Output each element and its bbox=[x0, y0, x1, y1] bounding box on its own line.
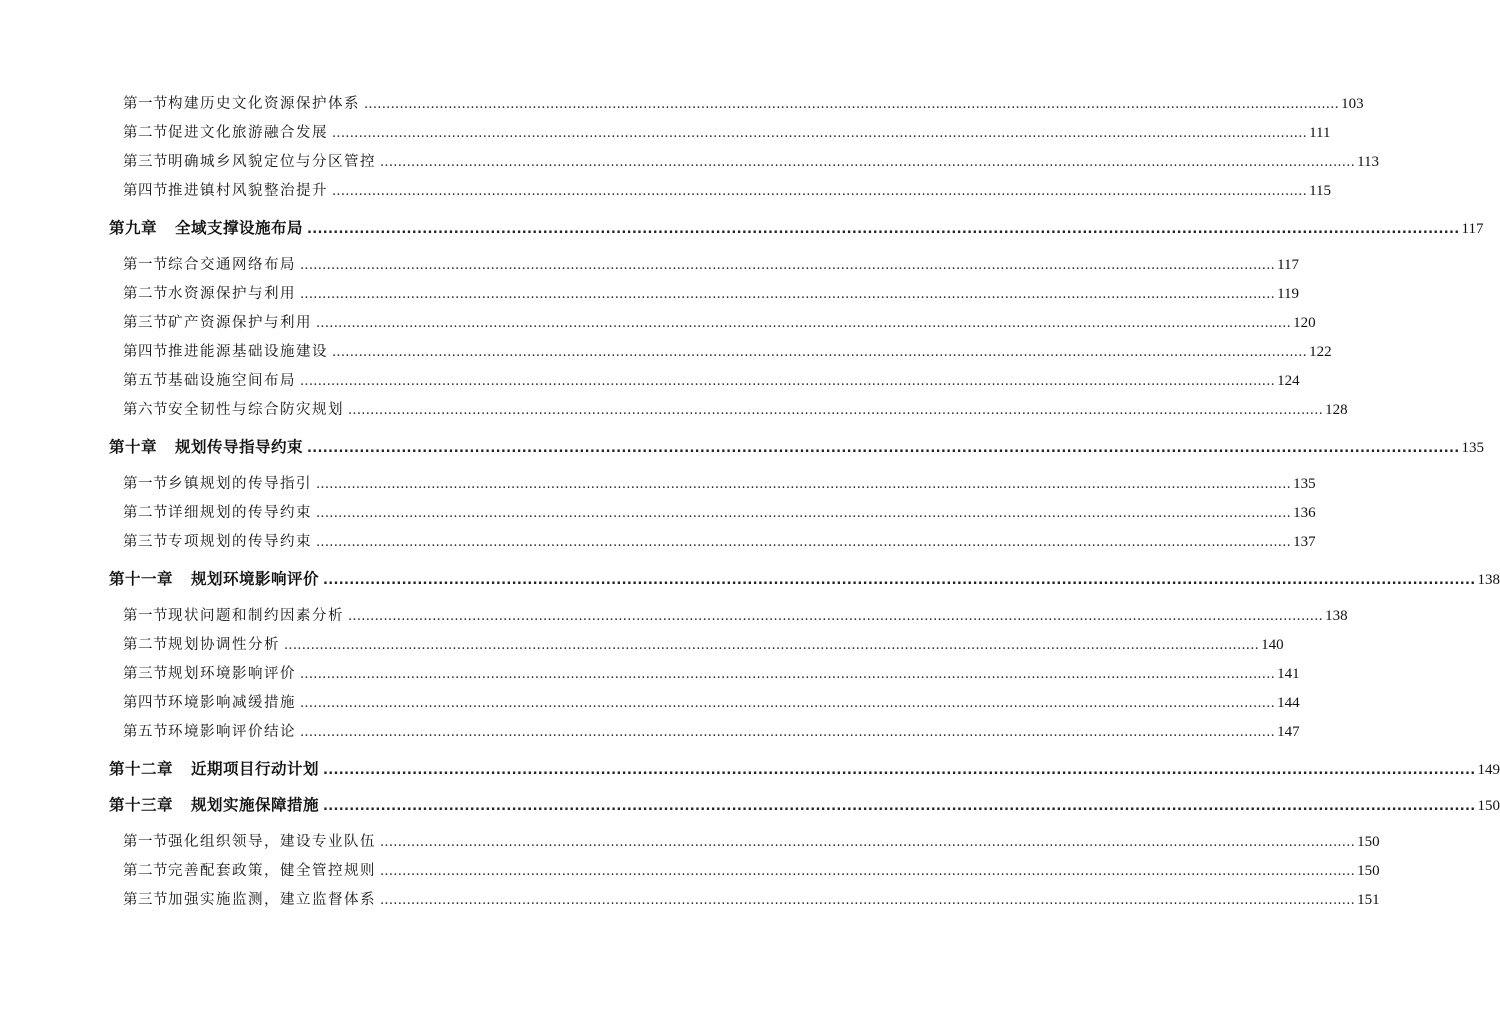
section-number: 第二节 bbox=[123, 125, 168, 141]
dot-leader: ............................................................................................................................................................................................................................ bbox=[316, 477, 1292, 492]
section-title: 规划协调性分析 bbox=[168, 637, 280, 653]
section-number: 第三节 bbox=[123, 534, 168, 550]
dot-leader: ............................................................................................................................................................................................................................ bbox=[323, 573, 1476, 588]
page-number: 120 bbox=[1293, 315, 1316, 331]
section-number: 第一节 bbox=[123, 834, 168, 850]
page-number: 117 bbox=[1461, 221, 1484, 237]
toc-chapter-entry[interactable] bbox=[109, 216, 1484, 238]
chapter-title: 规划实施保障措施 bbox=[191, 796, 320, 814]
section-title: 综合交通网络布局 bbox=[168, 257, 296, 273]
dot-leader: ............................................................................................................................................................................................................................ bbox=[380, 835, 1356, 850]
dot-leader: ............................................................................................................................................................................................................................ bbox=[284, 638, 1260, 653]
page-number: 103 bbox=[1341, 96, 1364, 112]
chapter-number: 第十三章 bbox=[109, 796, 174, 814]
section-number: 第二节 bbox=[123, 637, 168, 653]
page-number: 149 bbox=[1477, 762, 1500, 778]
dot-leader: ............................................................................................................................................................................................................................ bbox=[323, 763, 1476, 778]
section-title: 水资源保护与利用 bbox=[168, 286, 296, 302]
toc-section-entry[interactable] bbox=[123, 501, 1316, 522]
page-number: 117 bbox=[1277, 257, 1300, 273]
toc-chapter-entry[interactable] bbox=[109, 567, 1500, 589]
section-title: 加强实施监测，建立监督体系 bbox=[168, 892, 376, 908]
section-number: 第一节 bbox=[123, 608, 168, 624]
dot-leader: ............................................................................................................................................................................................................................ bbox=[300, 258, 1276, 273]
toc-chapter-entry[interactable] bbox=[109, 435, 1484, 457]
page-number: 141 bbox=[1277, 666, 1300, 682]
page-number: 136 bbox=[1293, 505, 1316, 521]
page-number: 137 bbox=[1293, 534, 1316, 550]
dot-leader: ............................................................................................................................................................................................................................ bbox=[300, 696, 1276, 711]
toc-section-entry[interactable] bbox=[123, 472, 1316, 493]
page-number: 147 bbox=[1277, 724, 1300, 740]
section-number: 第三节 bbox=[123, 154, 168, 170]
dot-leader: ............................................................................................................................................................................................................................ bbox=[380, 155, 1356, 170]
toc-section-entry[interactable] bbox=[123, 720, 1300, 741]
page-number: 128 bbox=[1325, 402, 1348, 418]
dot-leader: ............................................................................................................................................................................................................................ bbox=[380, 893, 1356, 908]
toc-section-entry[interactable] bbox=[123, 604, 1348, 625]
section-title: 环境影响减缓措施 bbox=[168, 695, 296, 711]
page-number: 151 bbox=[1357, 892, 1380, 908]
section-number: 第五节 bbox=[123, 373, 168, 389]
section-title: 强化组织领导，建设专业队伍 bbox=[168, 834, 376, 850]
section-title: 构建历史文化资源保护体系 bbox=[168, 96, 360, 112]
page-number: 122 bbox=[1309, 344, 1332, 360]
section-number: 第三节 bbox=[123, 892, 168, 908]
dot-leader: ............................................................................................................................................................................................................................ bbox=[323, 799, 1476, 814]
dot-leader: ............................................................................................................................................................................................................................ bbox=[380, 864, 1356, 879]
section-number: 第五节 bbox=[123, 724, 168, 740]
section-number: 第三节 bbox=[123, 315, 168, 331]
dot-leader: ............................................................................................................................................................................................................................ bbox=[307, 441, 1460, 456]
toc-section-entry[interactable] bbox=[123, 662, 1300, 683]
toc-section-entry[interactable] bbox=[123, 253, 1300, 274]
page-number: 115 bbox=[1309, 183, 1332, 199]
dot-leader: ............................................................................................................................................................................................................................ bbox=[348, 403, 1324, 418]
toc-section-entry[interactable] bbox=[123, 150, 1380, 171]
chapter-number: 第十章 bbox=[109, 438, 158, 456]
dot-leader: ............................................................................................................................................................................................................................ bbox=[300, 725, 1276, 740]
section-number: 第三节 bbox=[123, 666, 168, 682]
page-number: 111 bbox=[1309, 125, 1331, 141]
section-title: 安全韧性与综合防灾规划 bbox=[168, 402, 344, 418]
section-number: 第四节 bbox=[123, 695, 168, 711]
toc-section-entry[interactable] bbox=[123, 691, 1300, 712]
toc-section-entry[interactable] bbox=[123, 859, 1380, 880]
dot-leader: ............................................................................................................................................................................................................................ bbox=[316, 535, 1292, 550]
dot-leader: ............................................................................................................................................................................................................................ bbox=[348, 609, 1324, 624]
toc-section-entry[interactable] bbox=[123, 830, 1380, 851]
chapter-title: 规划传导指导约束 bbox=[175, 438, 304, 456]
section-title: 明确城乡风貌定位与分区管控 bbox=[168, 154, 376, 170]
section-title: 推进镇村风貌整治提升 bbox=[168, 183, 328, 199]
toc-chapter-entry[interactable] bbox=[109, 757, 1500, 779]
dot-leader: ............................................................................................................................................................................................................................ bbox=[332, 184, 1308, 199]
page-number: 119 bbox=[1277, 286, 1300, 302]
page-number: 150 bbox=[1477, 798, 1500, 814]
dot-leader: ............................................................................................................................................................................................................................ bbox=[316, 316, 1292, 331]
section-number: 第二节 bbox=[123, 286, 168, 302]
section-title: 详细规划的传导约束 bbox=[168, 505, 312, 521]
page-number: 135 bbox=[1293, 476, 1316, 492]
toc-section-entry[interactable] bbox=[123, 340, 1332, 361]
dot-leader: ............................................................................................................................................................................................................................ bbox=[300, 667, 1276, 682]
dot-leader: ............................................................................................................................................................................................................................ bbox=[300, 374, 1276, 389]
page-number: 138 bbox=[1477, 572, 1500, 588]
section-number: 第一节 bbox=[123, 476, 168, 492]
toc-section-entry[interactable] bbox=[123, 888, 1380, 909]
chapter-number: 第十二章 bbox=[109, 760, 174, 778]
section-title: 规划环境影响评价 bbox=[168, 666, 296, 682]
section-number: 第二节 bbox=[123, 863, 168, 879]
section-number: 第六节 bbox=[123, 402, 168, 418]
section-number: 第一节 bbox=[123, 257, 168, 273]
chapter-number: 第十一章 bbox=[109, 570, 174, 588]
chapter-title: 近期项目行动计划 bbox=[191, 760, 320, 778]
toc-section-entry[interactable] bbox=[123, 530, 1316, 551]
page-number: 124 bbox=[1277, 373, 1300, 389]
page-number: 150 bbox=[1357, 863, 1380, 879]
section-title: 推进能源基础设施建设 bbox=[168, 344, 328, 360]
chapter-title: 规划环境影响评价 bbox=[191, 570, 320, 588]
chapter-title: 全域支撑设施布局 bbox=[175, 219, 304, 237]
page-number: 135 bbox=[1461, 440, 1484, 456]
toc-section-entry[interactable] bbox=[123, 92, 1364, 113]
section-title: 乡镇规划的传导指引 bbox=[168, 476, 312, 492]
section-number: 第四节 bbox=[123, 344, 168, 360]
dot-leader: ............................................................................................................................................................................................................................ bbox=[307, 222, 1460, 237]
section-number: 第二节 bbox=[123, 505, 168, 521]
dot-leader: ............................................................................................................................................................................................................................ bbox=[332, 345, 1308, 360]
toc-section-entry[interactable] bbox=[123, 311, 1316, 332]
page-number: 138 bbox=[1325, 608, 1348, 624]
page-number: 144 bbox=[1277, 695, 1300, 711]
toc-chapter-entry[interactable] bbox=[109, 793, 1500, 815]
section-number: 第四节 bbox=[123, 183, 168, 199]
toc-section-entry[interactable] bbox=[123, 179, 1332, 200]
toc-section-entry[interactable] bbox=[123, 121, 1331, 142]
section-title: 基础设施空间布局 bbox=[168, 373, 296, 389]
chapter-number: 第九章 bbox=[109, 219, 158, 237]
section-title: 矿产资源保护与利用 bbox=[168, 315, 312, 331]
section-title: 现状问题和制约因素分析 bbox=[168, 608, 344, 624]
toc-section-entry[interactable] bbox=[123, 369, 1300, 390]
dot-leader: ............................................................................................................................................................................................................................ bbox=[300, 287, 1276, 302]
page-number: 140 bbox=[1261, 637, 1284, 653]
section-title: 环境影响评价结论 bbox=[168, 724, 296, 740]
page-number: 113 bbox=[1357, 154, 1380, 170]
toc-section-entry[interactable] bbox=[123, 282, 1300, 303]
dot-leader: ............................................................................................................................................................................................................................ bbox=[332, 126, 1308, 141]
section-title: 促进文化旅游融合发展 bbox=[168, 125, 328, 141]
toc-section-entry[interactable] bbox=[123, 398, 1348, 419]
page-number: 150 bbox=[1357, 834, 1380, 850]
dot-leader: ............................................................................................................................................................................................................................ bbox=[364, 97, 1340, 112]
toc-section-entry[interactable] bbox=[123, 633, 1284, 654]
section-title: 完善配套政策，健全管控规则 bbox=[168, 863, 376, 879]
dot-leader: ............................................................................................................................................................................................................................ bbox=[316, 506, 1292, 521]
section-number: 第一节 bbox=[123, 96, 168, 112]
section-title: 专项规划的传导约束 bbox=[168, 534, 312, 550]
